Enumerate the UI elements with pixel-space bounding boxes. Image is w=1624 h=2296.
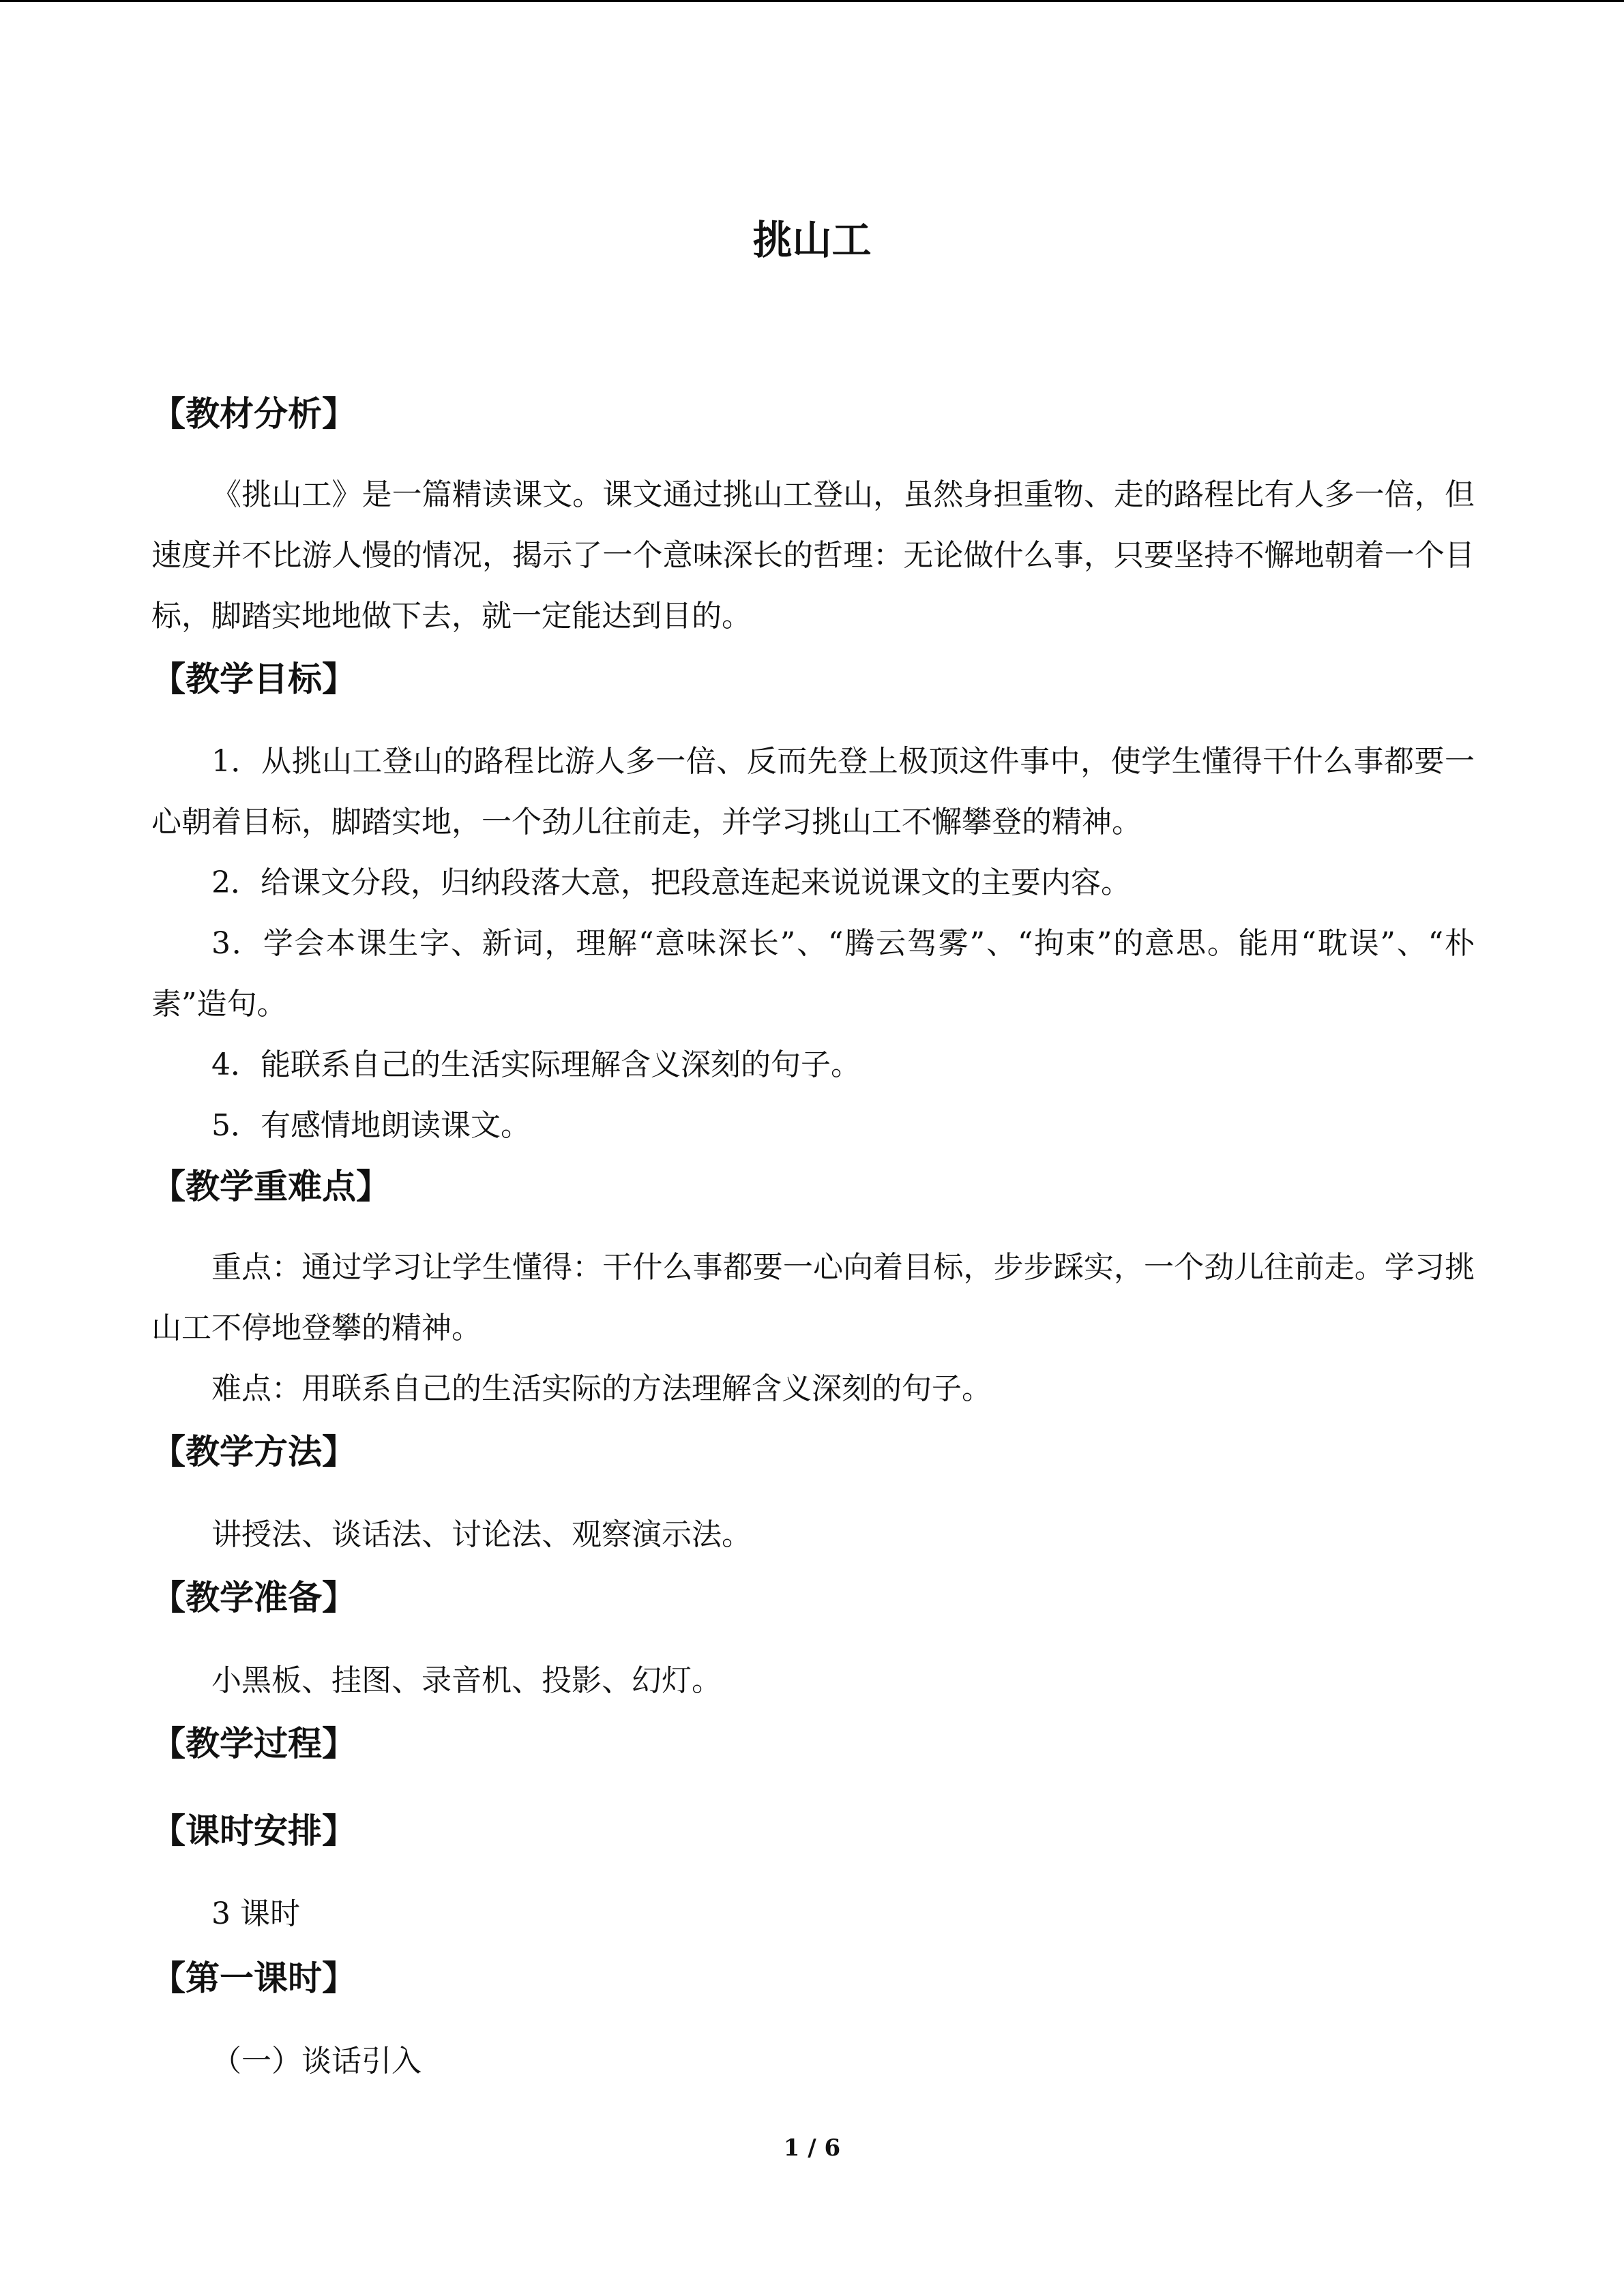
paragraph-teaching-methods: 讲授法、谈话法、讨论法、观察演示法。: [211, 1517, 752, 1552]
document-title: 挑山工: [752, 217, 872, 263]
section-heading-textbook-analysis: 【教材分析】: [151, 394, 356, 434]
paragraph-teaching-preparation: 小黑板、挂图、录音机、投影、幻灯。: [211, 1663, 722, 1698]
paragraph-goal-2: 2．给课文分段，归纳段落大意，把段意连起来说说课文的主要内容。: [211, 865, 1131, 900]
paragraph-schedule: 3 课时: [211, 1896, 300, 1931]
paragraph-goal-3: 3．学会本课生字、新词，理解“意味深长”、“腾云驾雾”、“拘束”的意思。能用“耽误”、“朴素”造句。: [151, 926, 1475, 1022]
section-heading-first-lesson: 【第一课时】: [151, 1958, 356, 1998]
section-heading-teaching-preparation: 【教学准备】: [151, 1578, 356, 1617]
paragraph-goal-1: 1．从挑山工登山的路程比游人多一倍、反而先登上极顶这件事中，使学生懂得干什么事都要一心朝着目标，脚踏实地，一个劲儿往前走，并学习挑山工不懈攀登的精神。: [151, 744, 1475, 839]
paragraph-goal-5: 5．有感情地朗读课文。: [211, 1108, 531, 1143]
paragraph-difficulty: 难点：用联系自己的生活实际的方法理解含义深刻的句子。: [211, 1371, 992, 1406]
paragraph-textbook-analysis: 《挑山工》是一篇精读课文。课文通过挑山工登山，虽然身担重物、走的路程比有人多一倍，但速度并不比游人慢的情况，揭示了一个意味深长的哲理：无论做什么事，只要坚持不懈地朝着一个目标，脚踏实地地做下去，就一定能达到目的。: [151, 477, 1475, 633]
paragraph-first-lesson-intro: （一）谈话引入: [211, 2044, 422, 2078]
section-heading-teaching-methods: 【教学方法】: [151, 1432, 356, 1472]
section-heading-teaching-process: 【教学过程】: [151, 1724, 356, 1763]
page-number: 1 / 6: [783, 2134, 841, 2162]
section-heading-schedule: 【课时安排】: [151, 1811, 356, 1851]
paragraph-key-point: 重点：通过学习让学生懂得：干什么事都要一心向着目标，步步踩实，一个劲儿往前走。学习挑山工不停地登攀的精神。: [151, 1250, 1475, 1345]
section-heading-teaching-goals: 【教学目标】: [151, 659, 356, 699]
paragraph-goal-4: 4．能联系自己的生活实际理解含义深刻的句子。: [211, 1047, 861, 1082]
section-heading-key-points: 【教学重难点】: [151, 1167, 390, 1206]
